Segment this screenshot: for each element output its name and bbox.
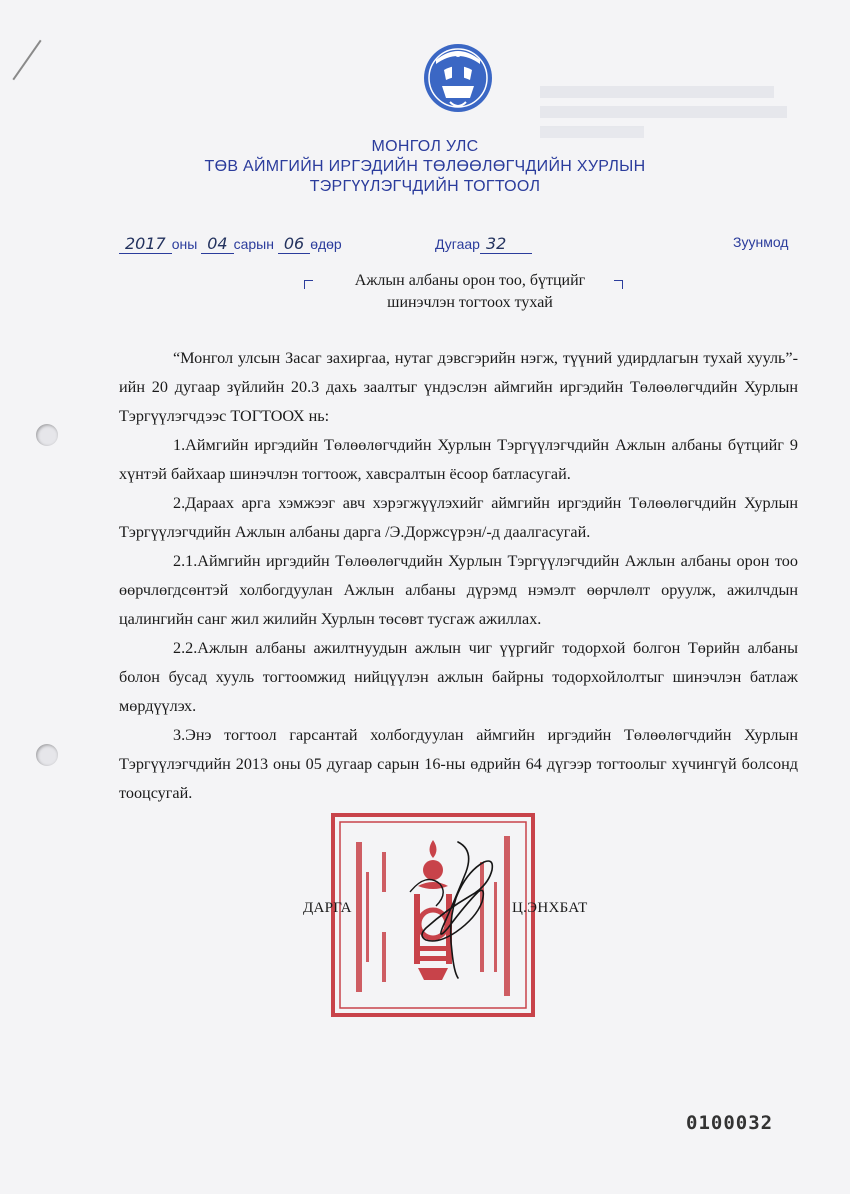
- subject: [300, 270, 640, 314]
- number-label: Дугаар: [435, 236, 480, 252]
- date-month-suffix: сарын: [233, 236, 274, 252]
- date-year: 2017: [119, 234, 172, 254]
- bleed-through-text: [540, 82, 800, 146]
- paragraph-3: 3.Энэ тогтоол гарсантай холбогдуулан аймгийн иргэдийн Төлөөлөгчдийн Хурлын Тэргүүлэгчдийн 2013 оны 05 дугаар сарын 16-ны өдрийн 64 дүгээр тогтоолыг хүчингүй болсонд тооцсугай.: [119, 726, 798, 802]
- state-emblem-icon: [422, 40, 494, 116]
- pencil-mark: [12, 40, 41, 80]
- paragraph-preamble: “Монгол улсын Засаг захиргаа, нутаг дэвсгэрийн нэгж, түүний удирдлагын тухай хууль”-ийн 20 дугаар зүйлийн 20.3 дахь заалтыг үндэслэн аймгийн иргэдийн Төлөөлөгчдийн Хурлын Тэргүүлэгчдээс ТОГТООХ нь:: [119, 349, 798, 425]
- date-day: 06: [278, 234, 310, 254]
- paragraph-2: 2.Дараах арга хэмжээг авч хэрэгжүүлэхийг аймгийн иргэдийн Төлөөлөгчдийн Хурлын Тэргүүлэгчдийн Ажлын албаны дарга /Э.Доржсүрэн/-д даалгасугай.: [119, 494, 798, 541]
- subject-line-1: Ажлын албаны орон тоо, бүтцийг: [354, 272, 586, 289]
- date-day-suffix: өдөр: [310, 236, 342, 252]
- place: Зуунмод: [733, 234, 789, 250]
- signatory-name: Ц.ЭНХБАТ: [512, 900, 588, 916]
- signature-title: ДАРГА: [303, 900, 352, 916]
- header-country: МОНГОЛ УЛС: [371, 138, 479, 155]
- paragraph-2-2: 2.2.Ажлын албаны ажилтнуудын ажлын чиг үүргийг тодорхой болгон Төрийн албаны болон бусад хууль тогтоомжид нийцүүлэн ажлын байрны тодорхойлолтыг шинэчлэн батлаж мөрдүүлэх.: [119, 639, 798, 715]
- header-council: ТӨВ АЙМГИЙН ИРГЭДИЙН ТӨЛӨӨЛӨГЧДИЙН ХУРЛЫН: [204, 158, 646, 175]
- paragraph-2-1: 2.1.Аймгийн иргэдийн Төлөөлөгчдийн Хурлын Тэргүүлэгчдийн Ажлын албаны орон тоо өөрчлөгдсөнтэй холбогдуулан Ажлын албаны дүрэмд нэмэлт өөрчлөлт оруулж, ажилчдын цалингийн санг жил жилийн Хурлын төсөвт тусгаж ажиллах.: [119, 552, 798, 628]
- punch-hole-bottom: [36, 744, 58, 766]
- header-resolution: ТЭРГҮҮЛЭГЧДИЙН ТОГТООЛ: [309, 178, 541, 195]
- subject-line-2: шинэчлэн тогтоох тухай: [387, 294, 553, 311]
- punch-hole-top: [36, 424, 58, 446]
- number-line: [435, 234, 532, 254]
- handwritten-signature: [396, 832, 506, 982]
- date-year-suffix: оны: [171, 236, 198, 252]
- document-number-handwritten: 32: [480, 234, 532, 254]
- document-serial-number: 0100032: [686, 1112, 774, 1134]
- paragraph-1: 1.Аймгийн иргэдийн Төлөөлөгчдийн Хурлын Тэргүүлэгчдийн Ажлын албаны бүтцийг 9 хүнтэй байхаар шинэчлэн тогтоож, хавсралтын ёсоор батласугай.: [119, 436, 798, 483]
- resolution-body: [119, 344, 798, 808]
- date-month: 04: [201, 234, 233, 254]
- date-line: [119, 234, 342, 254]
